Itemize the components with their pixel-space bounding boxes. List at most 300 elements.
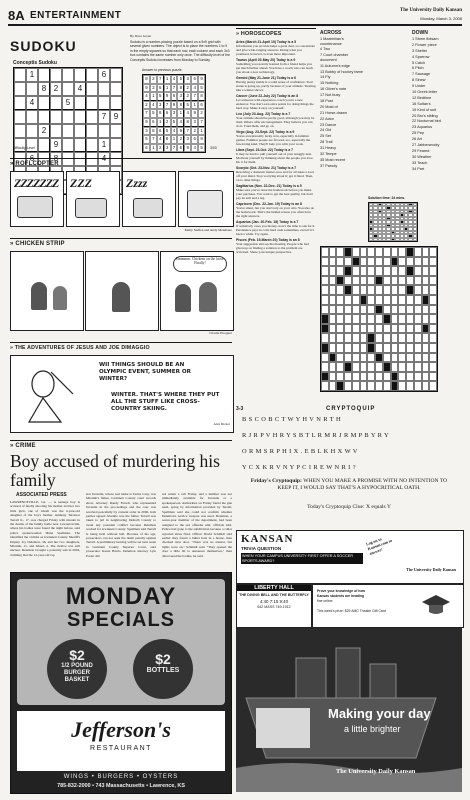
sudoku-cell[interactable] (98, 124, 110, 138)
crossword-cell[interactable] (391, 343, 399, 353)
crossword-cell[interactable] (391, 295, 399, 305)
crossword-cell[interactable] (406, 276, 414, 286)
crossword-cell[interactable] (375, 362, 383, 372)
crossword-cell[interactable] (321, 314, 329, 324)
sudoku-cell[interactable]: 9 (110, 110, 122, 124)
crossword-cell[interactable] (321, 343, 329, 353)
crossword-cell[interactable] (375, 276, 383, 286)
crossword-cell[interactable] (422, 247, 430, 257)
crossword-cell[interactable] (352, 266, 360, 276)
crossword-cell[interactable] (391, 353, 399, 363)
crossword-cell[interactable] (429, 381, 437, 391)
crossword-cell[interactable] (352, 295, 360, 305)
crossword-cell[interactable] (336, 324, 344, 334)
sudoku-cell[interactable] (26, 82, 38, 96)
crossword-cell[interactable] (406, 314, 414, 324)
crossword-cell[interactable] (406, 362, 414, 372)
sudoku-cell[interactable] (14, 96, 26, 110)
crossword-cell[interactable] (383, 295, 391, 305)
crossword-cell[interactable] (336, 266, 344, 276)
crossword-cell[interactable] (360, 324, 368, 334)
crossword-cell[interactable] (352, 276, 360, 286)
crossword-cell[interactable] (367, 266, 375, 276)
kansan-url[interactable]: Log on to Kansan.com to answer! (365, 536, 393, 556)
crossword-cell[interactable] (321, 285, 329, 295)
crossword-cell[interactable] (344, 266, 352, 276)
crossword-cell[interactable] (360, 333, 368, 343)
crossword-cell[interactable] (329, 257, 337, 267)
crossword-cell[interactable] (352, 353, 360, 363)
crossword-cell[interactable] (414, 295, 422, 305)
crossword-cell[interactable] (383, 353, 391, 363)
sudoku-cell[interactable] (86, 110, 98, 124)
sudoku-cell[interactable] (62, 68, 74, 82)
crossword-cell[interactable] (383, 285, 391, 295)
crossword-cell[interactable] (367, 362, 375, 372)
crossword-cell[interactable] (336, 333, 344, 343)
crossword-cell[interactable] (329, 285, 337, 295)
crossword-cell[interactable] (406, 295, 414, 305)
crossword-cell[interactable] (352, 381, 360, 391)
crossword-cell[interactable] (329, 362, 337, 372)
crossword-cell[interactable] (321, 247, 329, 257)
crossword-cell[interactable] (360, 266, 368, 276)
crossword-cell[interactable] (406, 247, 414, 257)
crossword-cell[interactable] (360, 285, 368, 295)
crossword-cell[interactable] (391, 276, 399, 286)
crossword-cell[interactable] (367, 276, 375, 286)
sudoku-cell[interactable] (50, 124, 62, 138)
crossword-cell[interactable] (375, 353, 383, 363)
crossword-cell[interactable] (375, 295, 383, 305)
crossword-cell[interactable] (391, 247, 399, 257)
crossword-cell[interactable] (344, 276, 352, 286)
crossword-cell[interactable] (352, 257, 360, 267)
crossword-cell[interactable] (352, 247, 360, 257)
crossword-cell[interactable] (360, 257, 368, 267)
sudoku-cell[interactable]: 4 (74, 82, 86, 96)
crossword-cell[interactable] (344, 353, 352, 363)
crossword-cell[interactable] (375, 285, 383, 295)
crossword-cell[interactable] (398, 257, 406, 267)
sudoku-cell[interactable] (26, 124, 38, 138)
jesus-credit: Alex Ricker (213, 422, 230, 426)
crossword-cell[interactable] (429, 343, 437, 353)
crossword-cell[interactable] (398, 333, 406, 343)
sudoku-cell[interactable] (50, 68, 62, 82)
crossword-cell[interactable] (422, 295, 430, 305)
crossword-cell[interactable] (391, 362, 399, 372)
sudoku-cell[interactable] (62, 124, 74, 138)
sudoku-cell[interactable] (62, 110, 74, 124)
crossword-cell[interactable] (360, 372, 368, 382)
liberty-hall-ad[interactable] (236, 584, 312, 628)
crossword-cell[interactable] (321, 353, 329, 363)
crossword-cell[interactable] (360, 362, 368, 372)
crossword-cell[interactable] (429, 324, 437, 334)
crossword-cell[interactable] (375, 314, 383, 324)
crossword-cell[interactable] (367, 343, 375, 353)
crossword-cell[interactable] (336, 314, 344, 324)
crossword-cell[interactable] (344, 295, 352, 305)
crossword-clue: 20 Most of (320, 104, 338, 109)
crossword-cell[interactable] (383, 372, 391, 382)
crossword-cell[interactable] (344, 285, 352, 295)
crossword-cell[interactable] (321, 266, 329, 276)
sudoku-cell[interactable] (38, 110, 50, 124)
crossword-cell[interactable] (414, 247, 422, 257)
crossword-cell[interactable] (352, 305, 360, 315)
crossword-cell[interactable] (336, 295, 344, 305)
sudoku-cell[interactable] (14, 68, 26, 82)
crossword-cell[interactable] (406, 305, 414, 315)
sudoku-cell[interactable] (14, 82, 26, 96)
sudoku-cell[interactable] (74, 96, 86, 110)
crossword-cell[interactable] (398, 324, 406, 334)
crossword-cell[interactable] (321, 276, 329, 286)
sudoku-cell[interactable]: 8 (38, 82, 50, 96)
crossword-cell[interactable] (329, 314, 337, 324)
crossword-cell[interactable] (422, 353, 430, 363)
crossword-cell[interactable] (391, 372, 399, 382)
crossword-cell[interactable] (344, 324, 352, 334)
crossword-cell[interactable] (336, 257, 344, 267)
crossword-cell[interactable] (336, 372, 344, 382)
crossword-cell[interactable] (429, 276, 437, 286)
crossword-cell[interactable] (329, 324, 337, 334)
sudoku-cell[interactable] (110, 138, 122, 152)
crossword-cell[interactable] (398, 381, 406, 391)
sudoku-cell[interactable]: 9 (50, 138, 62, 152)
sudoku-cell[interactable] (38, 68, 50, 82)
sudoku-cell[interactable] (110, 82, 122, 96)
sudoku-cell[interactable] (74, 68, 86, 82)
crossword-cell[interactable] (422, 333, 430, 343)
crossword-cell[interactable] (360, 276, 368, 286)
sudoku-cell[interactable] (86, 138, 98, 152)
crossword-cell[interactable] (344, 257, 352, 267)
crossword-cell[interactable] (383, 276, 391, 286)
crossword-cell[interactable] (398, 295, 406, 305)
crossword-cell[interactable] (360, 353, 368, 363)
crossword-cell[interactable] (414, 285, 422, 295)
crossword-cell[interactable] (336, 353, 344, 363)
crossword-cell[interactable] (414, 343, 422, 353)
kansan-trivia-ad[interactable] (236, 530, 464, 584)
crossword-cell[interactable] (321, 324, 329, 334)
crossword-cell[interactable] (375, 247, 383, 257)
crossword-cell[interactable] (329, 305, 337, 315)
crossword-cell[interactable] (375, 381, 383, 391)
sudoku-cell[interactable] (98, 82, 110, 96)
crossword-cell[interactable] (329, 381, 337, 391)
crossword-cell[interactable] (414, 324, 422, 334)
crossword-cell[interactable] (352, 324, 360, 334)
crossword-cell[interactable] (352, 285, 360, 295)
crossword-cell[interactable] (329, 372, 337, 382)
sudoku-cell[interactable] (38, 96, 50, 110)
cryptoquip-section (236, 406, 462, 532)
crossword-cell[interactable] (414, 266, 422, 276)
sudoku-cell[interactable]: 1 (98, 138, 110, 152)
crossword-cell[interactable] (414, 372, 422, 382)
crossword-cell[interactable] (336, 343, 344, 353)
crossword-cell[interactable] (398, 343, 406, 353)
crossword-cell[interactable] (344, 362, 352, 372)
crossword-cell[interactable] (367, 305, 375, 315)
crossword-cell[interactable] (336, 285, 344, 295)
crossword-cell[interactable] (391, 324, 399, 334)
crossword-cell[interactable] (406, 381, 414, 391)
crossword-cell[interactable] (398, 305, 406, 315)
crossword-cell[interactable] (383, 314, 391, 324)
crossword-cell[interactable] (336, 381, 344, 391)
across-title: ACROSS (320, 30, 342, 36)
crossword-cell[interactable] (383, 247, 391, 257)
crossword-cell[interactable] (429, 266, 437, 276)
crossword-cell[interactable] (367, 247, 375, 257)
crossword-cell[interactable] (329, 333, 337, 343)
crossword-cell[interactable] (429, 314, 437, 324)
crossword-cell[interactable] (352, 343, 360, 353)
sudoku-cell[interactable] (14, 124, 26, 138)
crossword-cell[interactable] (406, 372, 414, 382)
sudoku-cell[interactable]: 1 (26, 68, 38, 82)
crossword-cell[interactable] (422, 305, 430, 315)
crossword-cell[interactable] (352, 362, 360, 372)
sudoku-cell[interactable] (110, 96, 122, 110)
crossword-cell[interactable] (422, 266, 430, 276)
crossword-cell[interactable] (352, 372, 360, 382)
crossword-cell[interactable] (329, 343, 337, 353)
crossword-cell[interactable] (414, 381, 422, 391)
crossword-cell[interactable] (360, 343, 368, 353)
crossword-cell[interactable] (398, 247, 406, 257)
sudoku-cell[interactable]: 7 (98, 110, 110, 124)
crossword-cell[interactable] (422, 324, 430, 334)
crossword-cell[interactable] (429, 372, 437, 382)
crossword-cell[interactable] (422, 285, 430, 295)
sudoku-cell[interactable] (74, 110, 86, 124)
sudoku-cell[interactable] (50, 96, 62, 110)
crossword-cell[interactable] (321, 381, 329, 391)
crossword-cell[interactable] (383, 324, 391, 334)
crossword-clue: 22 Nocturnal bird (412, 119, 441, 124)
crossword-cell[interactable] (422, 362, 430, 372)
crossword-cell[interactable] (391, 285, 399, 295)
sudoku-cell[interactable] (86, 124, 98, 138)
sudoku-cell[interactable] (38, 138, 50, 152)
sudoku-cell[interactable]: 6 (98, 68, 110, 82)
crossword-cell[interactable] (367, 324, 375, 334)
crossword-cell[interactable] (352, 333, 360, 343)
crossword-cell[interactable] (383, 343, 391, 353)
crossword-cell[interactable] (367, 314, 375, 324)
sudoku-cell[interactable] (74, 124, 86, 138)
crossword-cell[interactable] (414, 276, 422, 286)
sudoku-cell[interactable] (74, 138, 86, 152)
crossword-cell[interactable] (429, 333, 437, 343)
crossword-grid[interactable] (320, 246, 438, 392)
crossword-clue: 7 Sausage (412, 72, 431, 77)
sudoku-cell[interactable] (86, 68, 98, 82)
sudoku-cell[interactable] (86, 96, 98, 110)
crossword-cell[interactable] (414, 305, 422, 315)
crossword-cell[interactable] (406, 285, 414, 295)
crossword-cell[interactable] (383, 257, 391, 267)
crossword-cell[interactable] (391, 266, 399, 276)
crossword-cell[interactable] (414, 353, 422, 363)
contest-line-4: This week's prize: $25 AMC Theater Gift Card (317, 609, 386, 613)
crossword-cell[interactable] (414, 257, 422, 267)
answer-cell: 6 (150, 118, 157, 127)
crossword-cell[interactable] (375, 305, 383, 315)
sudoku-cell[interactable]: 2 (38, 124, 50, 138)
crossword-cell[interactable] (398, 372, 406, 382)
crossword-cell[interactable] (344, 314, 352, 324)
crossword-cell[interactable] (321, 295, 329, 305)
crossword-cell[interactable] (360, 314, 368, 324)
crossword-cell[interactable] (398, 266, 406, 276)
crossword-cell[interactable] (336, 362, 344, 372)
crossword-cell[interactable] (336, 276, 344, 286)
crossword-cell[interactable] (329, 353, 337, 363)
crossword-cell[interactable] (336, 247, 344, 257)
crossword-cell[interactable] (336, 305, 344, 315)
deal-1-text: 1/2 POUND BURGER BASKET (61, 663, 93, 683)
sudoku-cell[interactable] (14, 110, 26, 124)
crossword-cell[interactable] (344, 247, 352, 257)
crossword-cell[interactable] (391, 314, 399, 324)
crossword-cell[interactable] (383, 362, 391, 372)
crossword-cell[interactable] (367, 333, 375, 343)
crossword-cell[interactable] (429, 285, 437, 295)
crossword-cell[interactable] (398, 314, 406, 324)
contest-ad[interactable] (312, 584, 464, 628)
crossword-cell[interactable] (422, 276, 430, 286)
crossword-clue: 1 Maximilian's countenance (320, 37, 344, 46)
jesus-drawing (21, 364, 79, 424)
sudoku-cell[interactable] (62, 82, 74, 96)
crossword-cell[interactable] (398, 276, 406, 286)
crossword-cell[interactable] (344, 343, 352, 353)
crossword-cell[interactable] (329, 266, 337, 276)
crossword-cell[interactable] (414, 333, 422, 343)
sudoku-cell[interactable] (26, 110, 38, 124)
crossword-cell[interactable] (375, 257, 383, 267)
sudoku-cell[interactable] (62, 138, 74, 152)
crossword-cell[interactable] (406, 343, 414, 353)
sudoku-cell[interactable] (50, 110, 62, 124)
crossword-cell[interactable] (360, 305, 368, 315)
crossword-clue: 23 Aquarius (412, 125, 433, 130)
crossword-cell[interactable] (406, 333, 414, 343)
crossword-cell[interactable] (329, 276, 337, 286)
crossword-clue: 4 Two (320, 47, 331, 52)
crossword-cell[interactable] (375, 343, 383, 353)
crossword-cell[interactable] (429, 295, 437, 305)
crossword-cell[interactable] (329, 247, 337, 257)
crossword-cell[interactable] (406, 257, 414, 267)
crossword-cell[interactable] (391, 333, 399, 343)
answer-cell: 6 (191, 135, 198, 144)
sudoku-cell[interactable] (110, 124, 122, 138)
crossword-cell[interactable] (383, 381, 391, 391)
crossword-cell[interactable] (352, 314, 360, 324)
crossword-cell[interactable] (367, 285, 375, 295)
crossword-cell[interactable] (414, 314, 422, 324)
sudoku-cell[interactable]: 4 (26, 96, 38, 110)
horoscope-item (236, 76, 316, 92)
crossword-cell[interactable] (367, 372, 375, 382)
sudoku-cell[interactable]: 2 (50, 82, 62, 96)
crossword-cell[interactable] (321, 362, 329, 372)
crossword-cell[interactable] (367, 295, 375, 305)
sudoku-cell[interactable]: 5 (62, 96, 74, 110)
crossword-cell[interactable] (375, 266, 383, 276)
crossword-cell[interactable] (414, 362, 422, 372)
kansan-ship-ad[interactable] (236, 628, 462, 792)
crossword-cell[interactable] (367, 257, 375, 267)
crossword-cell[interactable] (391, 381, 399, 391)
crossword-cell[interactable] (429, 257, 437, 267)
sudoku-cell[interactable] (110, 68, 122, 82)
crossword-cell[interactable] (360, 295, 368, 305)
sudoku-cell[interactable] (98, 96, 110, 110)
crossword-cell[interactable] (429, 247, 437, 257)
crossword-cell[interactable] (367, 353, 375, 363)
crossword-cell[interactable] (422, 372, 430, 382)
crossword-cell[interactable] (422, 257, 430, 267)
crossword-cell[interactable] (375, 324, 383, 334)
crossword-cell[interactable] (321, 305, 329, 315)
crossword-cell[interactable] (406, 266, 414, 276)
crossword-cell[interactable] (344, 372, 352, 382)
crossword-cell[interactable] (422, 343, 430, 353)
crossword-cell[interactable] (344, 333, 352, 343)
crossword-cell[interactable] (422, 381, 430, 391)
crossword-cell[interactable] (406, 353, 414, 363)
crossword-cell[interactable] (375, 333, 383, 343)
crossword-cell[interactable] (383, 266, 391, 276)
sudoku-cell[interactable] (86, 82, 98, 96)
crossword-cell[interactable] (398, 285, 406, 295)
crossword-cell[interactable] (429, 362, 437, 372)
crossword-cell[interactable] (422, 314, 430, 324)
crossword-cell[interactable] (429, 305, 437, 315)
sudoku-grid-title: Conceptis Sudoku (13, 60, 57, 66)
crossword-cell[interactable] (321, 257, 329, 267)
crossword-cell[interactable] (383, 305, 391, 315)
crossword-cell[interactable] (398, 362, 406, 372)
crossword-cell[interactable] (329, 295, 337, 305)
crossword-cell[interactable] (344, 305, 352, 315)
crossword-cell[interactable] (321, 372, 329, 382)
crossword-cell[interactable] (406, 324, 414, 334)
crossword-cell[interactable] (429, 353, 437, 363)
monday-specials-ad[interactable] (10, 572, 232, 794)
crossword-cell[interactable] (391, 305, 399, 315)
crossword-cell[interactable] (344, 381, 352, 391)
crossword-cell[interactable] (321, 333, 329, 343)
crossword-cell[interactable] (367, 381, 375, 391)
crossword-cell[interactable] (391, 257, 399, 267)
crossword-cell[interactable] (360, 247, 368, 257)
crossword-cell[interactable] (375, 372, 383, 382)
crossword-cell[interactable] (383, 333, 391, 343)
crossword-cell[interactable] (398, 353, 406, 363)
crossword-cell[interactable] (360, 381, 368, 391)
